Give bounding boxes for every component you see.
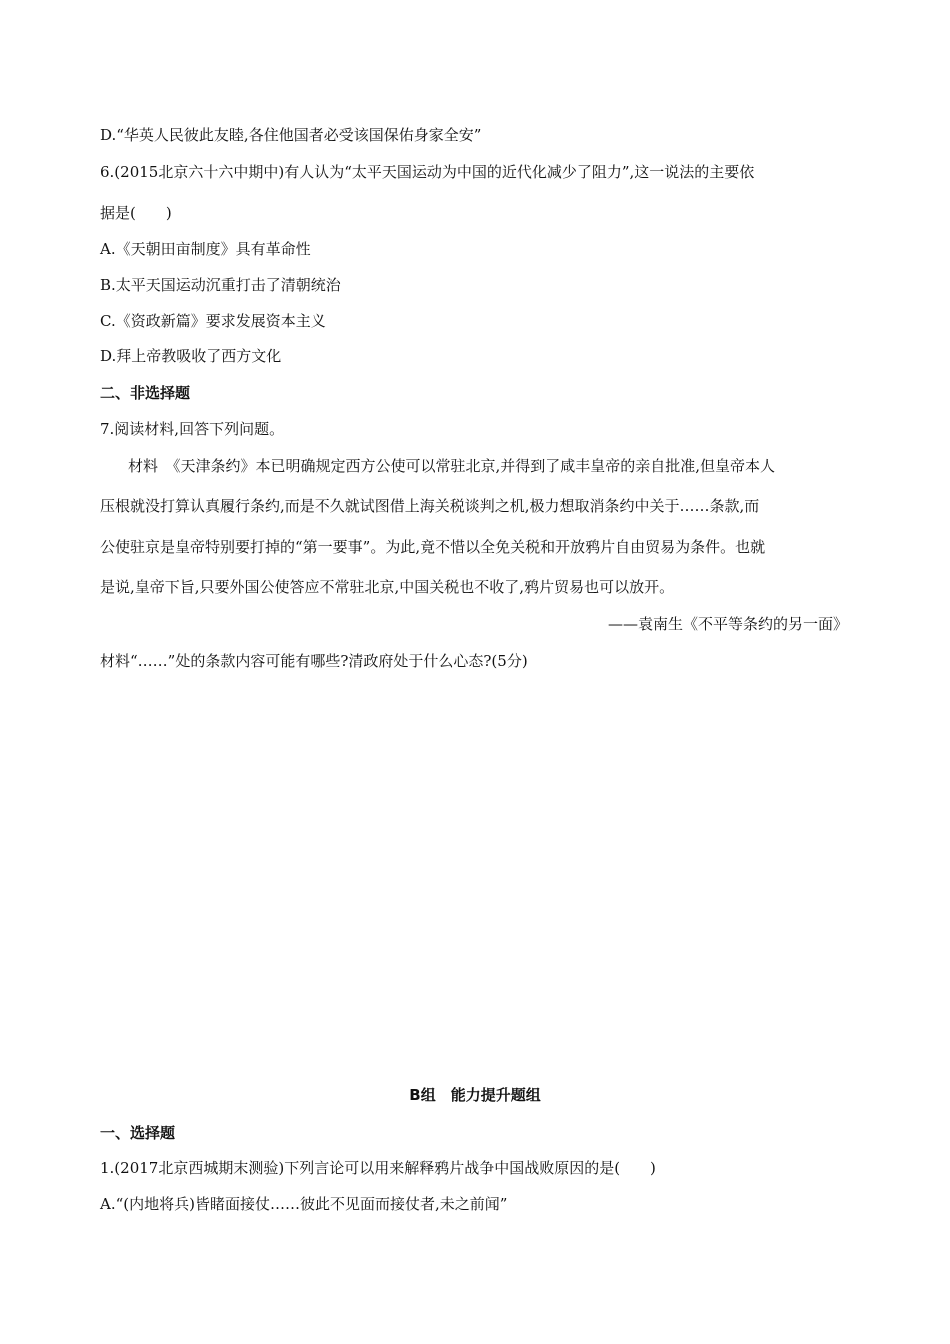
q5-option-d: D.“华英人民彼此友睦,各住他国者必受该国保佑身家全安”: [100, 126, 482, 144]
group-b-title: B组 能力提升题组: [409, 1086, 541, 1104]
section-heading-non-choice: 二、非选择题: [100, 384, 191, 402]
material-line-4: 是说,皇帝下旨,只要外国公使答应不常驻北京,中国关税也不收了,鸦片贸易也可以放开。: [100, 578, 675, 596]
q6-option-d: D.拜上帝教吸收了西方文化: [100, 347, 282, 365]
q7-stem: 7.阅读材料,回答下列问题。: [100, 420, 285, 438]
material-line-1: 材料 《天津条约》本已明确规定西方公使可以常驻北京,并得到了咸丰皇帝的亲自批准,但皇帝本人: [128, 457, 776, 475]
q7-question: 材料“……”处的条款内容可能有哪些?清政府处于什么心态?(5分): [100, 652, 528, 670]
q6-option-b: B.太平天国运动沉重打击了清朝统治: [100, 276, 341, 294]
q6-option-c: C.《资政新篇》要求发展资本主义: [100, 312, 326, 330]
q6-stem-line1: 6.(2015北京六十六中期中)有人认为“太平天国运动为中国的近代化减少了阻力”,这一说法的主要依: [100, 163, 755, 181]
section-heading-choice: 一、选择题: [100, 1124, 176, 1142]
q6-option-a: A.《天朝田亩制度》具有革命性: [100, 240, 311, 258]
material-line-3: 公使驻京是皇帝特别要打掉的“第一要事”。为此,竟不惜以全免关税和开放鸦片自由贸易为条件。也就: [100, 538, 766, 556]
b-q1-stem: 1.(2017北京西城期末测验)下列言论可以用来解释鸦片战争中国战败原因的是( ): [100, 1159, 656, 1177]
material-line-2: 压根就没打算认真履行条约,而是不久就试图借上海关税谈判之机,极力想取消条约中关于……条款,而: [100, 497, 760, 515]
material-source: ——袁南生《不平等条约的另一面》: [607, 615, 848, 633]
q6-stem-line2: 据是( ): [100, 204, 172, 222]
b-q1-option-a: A.“(内地将兵)皆睹面接仗……彼此不见面而接仗者,未之前闻”: [100, 1195, 508, 1213]
